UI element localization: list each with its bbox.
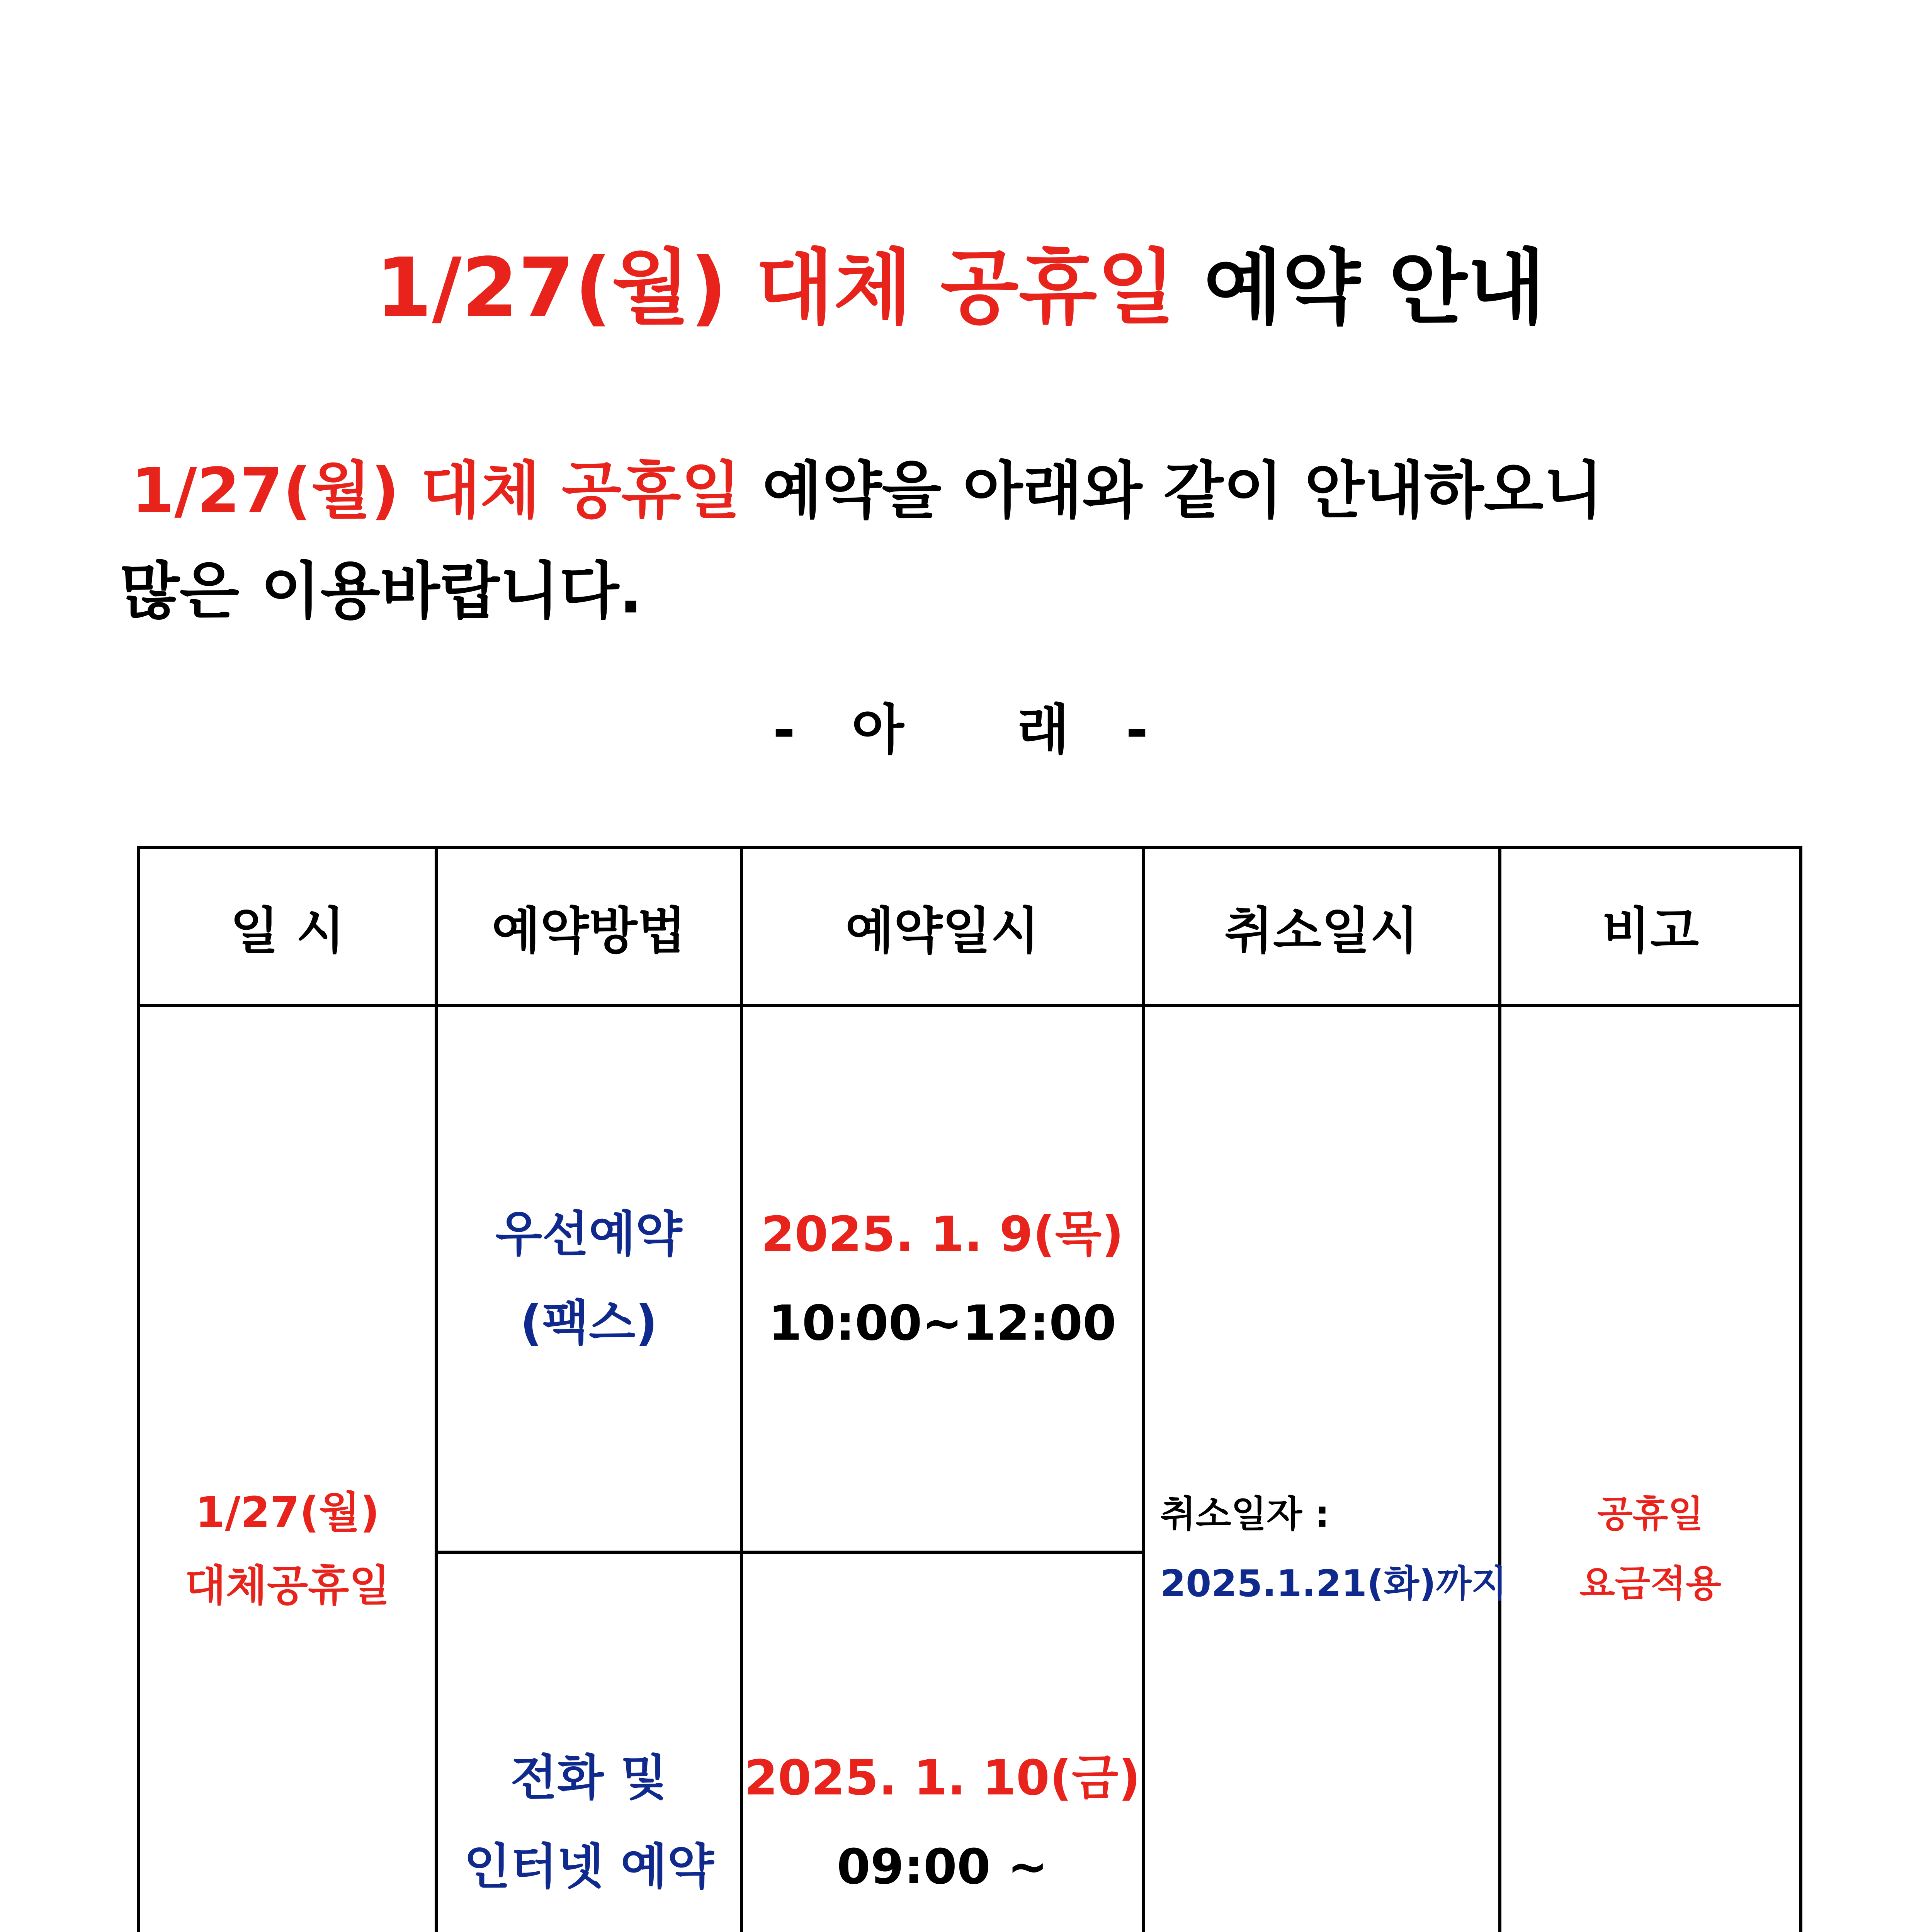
method-cell-phone-internet bbox=[438, 1554, 740, 1932]
method-detail: 인터넷 예약 bbox=[464, 1838, 714, 1895]
remark-line-2: 요금적용 bbox=[1579, 1563, 1722, 1605]
header-cancel-time: 취소일시 bbox=[1224, 901, 1419, 960]
header-method: 예약방법 bbox=[491, 901, 686, 960]
table-divider bbox=[1498, 849, 1501, 1932]
cancel-deadline: 2025.1.21(화)까지 bbox=[1160, 1563, 1507, 1605]
intro-line-1 bbox=[131, 454, 1603, 527]
method-cell-fax bbox=[438, 1007, 740, 1551]
method-label: 전화 및 bbox=[510, 1750, 667, 1806]
table-divider bbox=[435, 1551, 1145, 1554]
title-red-part: 1/27(월) 대체 공휴일 bbox=[375, 240, 1176, 335]
title-black-part: 예약 안내 bbox=[1175, 240, 1546, 335]
subheading: - 아 래 - bbox=[773, 699, 1148, 762]
reservation-time-cell-1 bbox=[743, 1007, 1142, 1551]
table-divider bbox=[140, 1004, 1799, 1007]
table-divider bbox=[435, 849, 438, 1932]
reservation-time: 10:00~12:00 bbox=[768, 1295, 1117, 1351]
reservation-time-cell-2 bbox=[743, 1554, 1142, 1932]
reservation-date: 2025. 1. 10(금) bbox=[744, 1750, 1141, 1806]
header-remark: 비고 bbox=[1601, 901, 1699, 960]
header-datetime: 일 시 bbox=[230, 901, 345, 960]
cancel-label: 취소일자 : bbox=[1160, 1493, 1330, 1536]
date-cell bbox=[140, 1007, 435, 1932]
intro-line-2: 많은 이용바랍니다. bbox=[120, 555, 643, 627]
date-cell-date: 1/27(월) bbox=[195, 1488, 380, 1537]
header-reservation-time: 예약일시 bbox=[845, 901, 1040, 960]
table-divider bbox=[1142, 849, 1145, 1932]
cancel-cell bbox=[1145, 1007, 1507, 1932]
reservation-time: 09:00 ~ bbox=[836, 1838, 1048, 1895]
table-divider bbox=[740, 849, 743, 1932]
date-cell-label: 대체공휴일 bbox=[185, 1561, 390, 1611]
remark-line-1: 공휴일 bbox=[1597, 1493, 1704, 1536]
reservation-date: 2025. 1. 9(목) bbox=[761, 1206, 1124, 1262]
remark-cell bbox=[1501, 1007, 1799, 1932]
reservation-table bbox=[137, 846, 1802, 1932]
method-detail: (팩스) bbox=[520, 1295, 658, 1351]
method-label: 우선예약 bbox=[495, 1206, 682, 1262]
page-title bbox=[0, 240, 1921, 335]
intro-black-part: 예약을 아래와 같이 안내하오니 bbox=[741, 454, 1603, 527]
intro-red-part: 1/27(월) 대체 공휴일 bbox=[131, 454, 741, 527]
